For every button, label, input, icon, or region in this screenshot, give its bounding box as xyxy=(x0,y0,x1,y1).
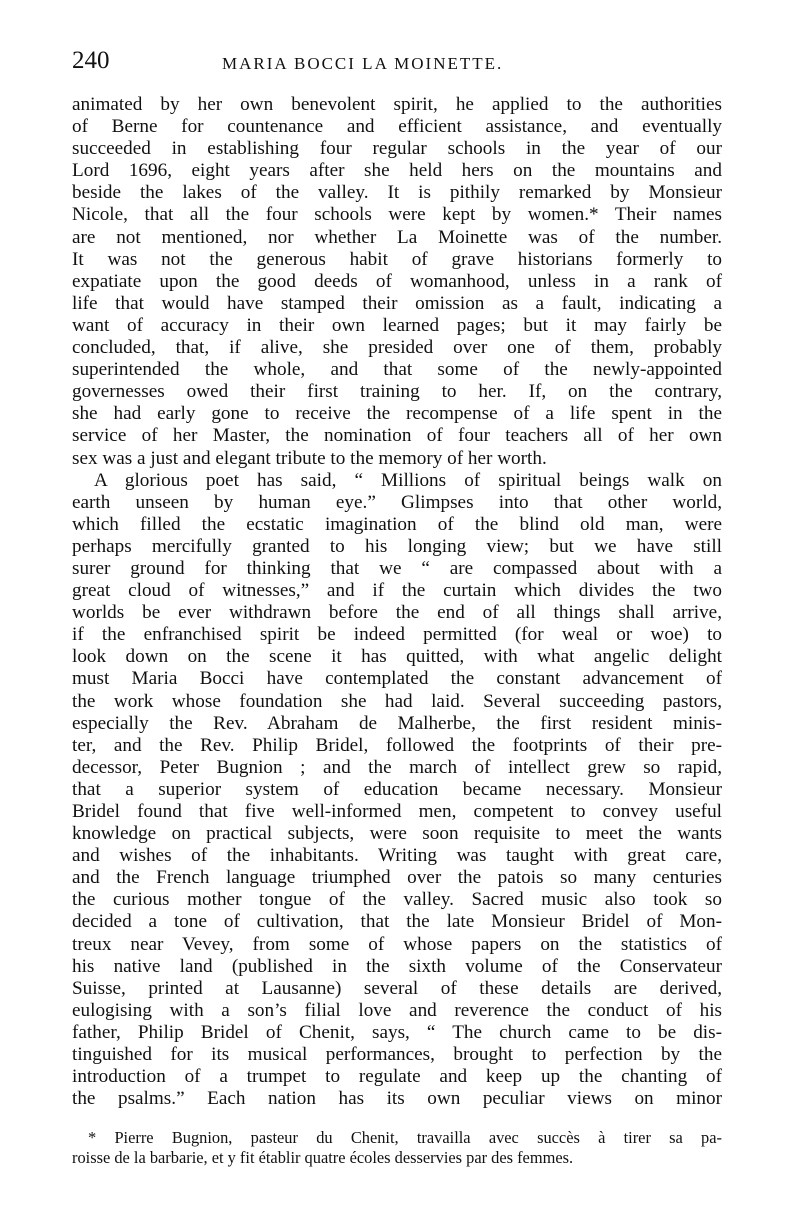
text-line: Bridel found that five well-informed men, competent to convey useful xyxy=(72,801,722,822)
text-line: father, Philip Bridel of Chenit, says, “ The church came to be dis- xyxy=(72,1021,722,1043)
text-line: knowledge on practical subjects, were soon requisite to meet the wants xyxy=(72,823,722,845)
text-line: and wishes of the inhabitants. Writing was taught with great care, xyxy=(72,845,722,867)
text-line: A glorious poet has said, “ Millions of spiritual beings walk on xyxy=(94,469,722,491)
footnote-line: roisse de la barbarie, et y fit établir quatre écoles desservies par des femmes. xyxy=(72,1147,574,1167)
text-line: look down on the scene it has quitted, with what angelic delight xyxy=(72,646,722,668)
text-line: life that would have stamped their omission as a fault, indicating a xyxy=(72,292,722,314)
text-line: and the French language triumphed over the patois so many centuries xyxy=(72,867,722,889)
page-number: 240 xyxy=(72,47,110,74)
text-line: worlds be ever withdrawn before the end of all things shall arrive, xyxy=(72,602,722,624)
text-line: eulogising with a son’s filial love and reverence the conduct of his xyxy=(72,999,722,1021)
text-line: service of her Master, the nomination of four teachers all of her own xyxy=(72,425,722,447)
text-line: of Berne for countenance and efficient assistance, and eventually xyxy=(72,116,722,138)
text-line: perhaps mercifully granted to his longing view; but we have still xyxy=(72,535,722,557)
text-line: his native land (published in the sixth volume of the Conservateur xyxy=(72,955,722,977)
body-text xyxy=(72,94,722,1110)
text-line: sex was a just and elegant tribute to the memory of her worth. xyxy=(72,447,547,469)
text-line: introduction of a trumpet to regulate and keep up the chanting of xyxy=(72,1066,722,1088)
text-line: especially the Rev. Abraham de Malherbe, the first resident minis- xyxy=(72,712,722,734)
text-line: if the enfranchised spirit be indeed permitted (for weal or woe) to xyxy=(72,624,722,646)
text-line: succeeded in establishing four regular schools in the year of our xyxy=(72,138,722,160)
text-line: must Maria Bocci have contemplated the constant advancement of xyxy=(72,668,722,690)
text-line: the work whose foundation she had laid. Several succeeding pastors, xyxy=(72,690,722,712)
text-line: great cloud of witnesses,” and if the curtain which divides the two xyxy=(72,580,722,602)
text-line: ter, and the Rev. Philip Bridel, followed the footprints of their pre- xyxy=(72,734,722,756)
text-line: the psalms.” Each nation has its own peculiar views on minor xyxy=(72,1088,722,1110)
text-line: decessor, Peter Bugnion ; and the march of intellect grew so rapid, xyxy=(72,756,722,778)
page-header xyxy=(72,46,732,86)
text-line: superintended the whole, and that some of the newly-appointed xyxy=(72,359,722,381)
text-line: surer ground for thinking that we “ are compassed about with a xyxy=(72,557,722,579)
footnote xyxy=(72,1128,722,1167)
text-line: animated by her own benevolent spirit, he applied to the authorities xyxy=(72,94,722,115)
text-line: she had early gone to receive the recompense of a life spent in the xyxy=(72,403,722,425)
text-line: Suisse, printed at Lausanne) several of these details are derived, xyxy=(72,977,722,999)
text-line: governesses owed their first training to her. If, on the contrary, xyxy=(72,381,722,403)
text-line: decided a tone of cultivation, that the late Monsieur Bridel of Mon- xyxy=(72,911,722,933)
text-line: that a superior system of education became necessary. Monsieur xyxy=(72,778,722,800)
text-line: expatiate upon the good deeds of womanhood, unless in a rank of xyxy=(72,270,722,292)
footnote-line: * Pierre Bugnion, pasteur du Chenit, travailla avec succès à tirer sa pa- xyxy=(88,1128,722,1147)
text-line: treux near Vevey, from some of whose papers on the statistics of xyxy=(72,933,722,955)
text-line: earth unseen by human eye.” Glimpses into that other world, xyxy=(72,491,722,513)
text-line: which filled the ecstatic imagination of the blind old man, were xyxy=(72,513,722,535)
text-line: concluded, that, if alive, she presided over one of them, probably xyxy=(72,337,722,359)
text-line: are not mentioned, nor whether La Moinette was of the number. xyxy=(72,226,722,248)
running-title: MARIA BOCCI LA MOINETTE. xyxy=(222,54,504,73)
text-line: Lord 1696, eight years after she held hers on the mountains and xyxy=(72,160,722,182)
text-line: the curious mother tongue of the valley. Sacred music also took so xyxy=(72,889,722,911)
text-line: want of accuracy in their own learned pages; but it may fairly be xyxy=(72,314,722,336)
text-line: beside the lakes of the valley. It is pithily remarked by Monsieur xyxy=(72,182,722,204)
text-line: It was not the generous habit of grave historians formerly to xyxy=(72,248,722,270)
text-line: Nicole, that all the four schools were kept by women.* Their names xyxy=(72,204,722,226)
text-line: tinguished for its musical performances, brought to perfection by the xyxy=(72,1044,722,1066)
